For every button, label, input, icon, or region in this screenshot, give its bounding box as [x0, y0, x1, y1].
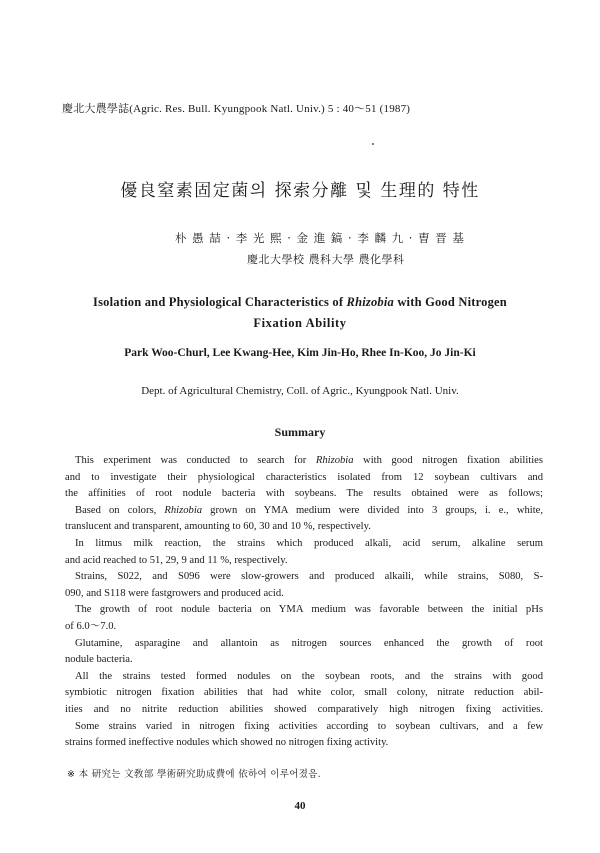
page-number: 40 [294, 800, 306, 812]
summary-line: In litmus milk reaction, the strains which produced alkali, acid serum, alkaline serum [75, 537, 543, 549]
korean-affiliation: 慶北大學校 農科大學 農化學科 [247, 253, 405, 266]
summary-line: Based on colors, Rhizobia grown on YMA medium were divided into 3 groups, i. e., white, [75, 504, 544, 516]
summary-line: the affinities of root nodule bacteria with soybeans. The results obtained were as follows; [65, 488, 543, 500]
speck-mark [372, 143, 374, 145]
summary-body [65, 453, 543, 752]
summary-line: strains formed ineffective nodules which showed no nitrogen fixing activity. [65, 737, 389, 749]
summary-line: and to investigate their physiological characteristics isolated from 12 soybean cultivars and [65, 471, 543, 483]
summary-line: translucent and transparent, amounting to 60, 30 and 10 %, respectively. [65, 521, 371, 533]
summary-line: Some strains varied in nitrogen fixing activities according to soybean cultivars, and a few [75, 720, 543, 732]
genus-name: Rhizobia [315, 455, 354, 466]
english-title-line1 [0, 295, 600, 310]
journal-citation: 慶北大農學誌(Agric. Res. Bull. Kyungpook Natl. Univ.) 5 : 40～51 (1987) [62, 103, 411, 115]
summary-line: symbiotic nitrogen fixation abilities that had white color, small colony, nitrate reduction abil- [65, 687, 543, 699]
korean-title: 優良窒素固定菌의 探索分離 및 生理的 特性 [120, 181, 480, 201]
summary-line: and acid reached to 51, 29, 9 and 11 %, respectively. [65, 554, 288, 566]
summary-line: The growth of root nodule bacteria on YMA medium was favorable between the initial pHs [75, 604, 543, 616]
summary-line: This experiment was conducted to search for Rhizobia with good nitrogen fixation abilities [75, 455, 543, 466]
footnote: ※ 本 研究는 文敎部 學術硏究助成費에 依하여 이루어졌음. [67, 769, 321, 780]
summary-line: Glutamine, asparagine and allantoin as nitrogen sources enhanced the growth of root [75, 637, 543, 649]
summary-line: of 6.0～7.0. [65, 620, 117, 632]
title-part2: with Good Nitrogen [394, 295, 507, 309]
summary-heading: Summary [274, 425, 326, 439]
summary-line: nodule bacteria. [65, 654, 133, 666]
korean-authors: 朴 愚 喆 · 李 光 熙 · 金 進 鎬 · 李 麟 九 · 曺 晋 基 [175, 231, 465, 245]
title-genus: Rhizobia [346, 295, 394, 309]
english-title-line2: Fixation Ability [253, 316, 347, 330]
summary-line: ities and no nitrite reduction abilities showed comparatively high nitrogen fixing activities. [65, 703, 543, 715]
english-authors: Park Woo-Churl, Lee Kwang-Hee, Kim Jin-Ho, Rhee In-Koo, Jo Jin-Ki [124, 347, 476, 359]
department-affiliation: Dept. of Agricultural Chemistry, Coll. of Agric., Kyungpook Natl. Univ. [141, 385, 459, 397]
summary-line: Strains, S022, and S096 were slow-growers and produced alkaili, while strains, S080, S- [75, 571, 543, 583]
title-part1: Isolation and Physiological Characteristics of [93, 295, 347, 309]
genus-name: Rhizobia [164, 504, 203, 516]
summary-line: All the strains tested formed nodules on the soybean roots, and the strains with good [75, 670, 543, 682]
summary-line: 090, and S118 were fastgrowers and produced acid. [65, 587, 284, 599]
